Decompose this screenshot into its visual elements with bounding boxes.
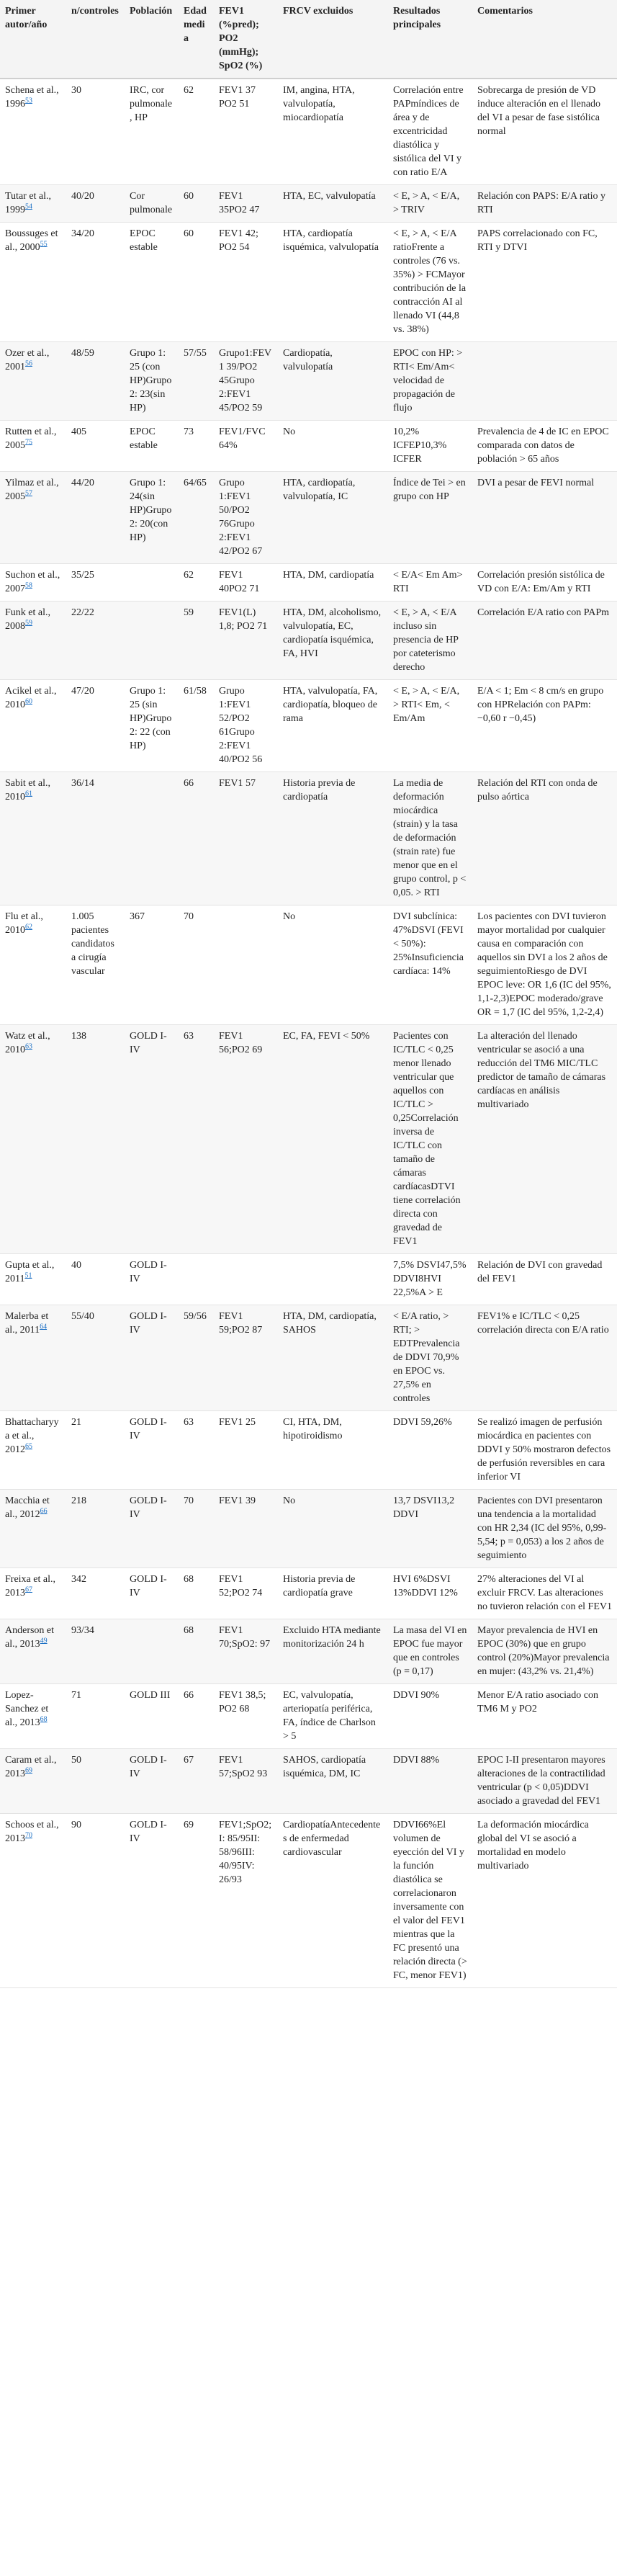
cell-mean-age: 73 xyxy=(179,421,214,472)
author-text: Boussuges et al., 2000 xyxy=(5,228,58,253)
cell-excluded-risk: HTA, cardiopatía isquémica, valvulopatía xyxy=(278,223,388,342)
cell-author xyxy=(0,905,66,1025)
cell-n-controls: 34/20 xyxy=(66,223,125,342)
table-row xyxy=(0,564,617,601)
cell-main-results: 13,7 DSVI13,2 DDVI xyxy=(388,1490,472,1568)
cell-population: 367 xyxy=(125,905,179,1025)
reference-link[interactable]: 69 xyxy=(25,1766,32,1775)
table-row xyxy=(0,1254,617,1305)
cell-author xyxy=(0,1305,66,1411)
cell-n-controls: 342 xyxy=(66,1568,125,1619)
reference-link[interactable]: 64 xyxy=(40,1323,48,1331)
cell-author xyxy=(0,1684,66,1749)
author-text: Funk et al., 2008 xyxy=(5,607,50,632)
cell-author xyxy=(0,1025,66,1254)
reference-link[interactable]: 57 xyxy=(25,489,32,498)
reference-link[interactable]: 56 xyxy=(25,359,32,368)
cell-main-results: Correlación entre PAPmíndices de área y de excentricidad diastólica y sistólica del VI y con ratio E/A xyxy=(388,79,472,185)
cell-population xyxy=(125,564,179,601)
cell-mean-age: 67 xyxy=(179,1749,214,1814)
cell-fev1: FEV1 39 xyxy=(214,1490,278,1568)
cell-n-controls: 405 xyxy=(66,421,125,472)
cell-main-results: Pacientes con IC/TLC < 0,25 menor llenado ventricular que aquellos con IC/TLC > 0,25Correlación inversa de IC/TLC con tamaño de cámaras cardíacasDTVI tiene correlación directa con gravedad de FEV1 xyxy=(388,1025,472,1254)
cell-excluded-risk: HTA, DM, cardiopatía xyxy=(278,564,388,601)
cell-population xyxy=(125,1619,179,1684)
table-row xyxy=(0,772,617,905)
cell-mean-age: 57/55 xyxy=(179,342,214,421)
cell-mean-age: 62 xyxy=(179,79,214,185)
cell-excluded-risk: SAHOS, cardiopatía isquémica, DM, IC xyxy=(278,1749,388,1814)
cell-author xyxy=(0,223,66,342)
cell-comments xyxy=(472,342,617,421)
cell-population: Cor pulmonale xyxy=(125,185,179,223)
table-row xyxy=(0,601,617,680)
cell-excluded-risk: Historia previa de cardiopatía grave xyxy=(278,1568,388,1619)
cell-fev1: FEV1 57;SpO2 93 xyxy=(214,1749,278,1814)
cell-author xyxy=(0,1254,66,1305)
cell-main-results: DDVI 90% xyxy=(388,1684,472,1749)
cell-main-results: HVI 6%DSVI 13%DDVI 12% xyxy=(388,1568,472,1619)
cell-fev1: FEV1;SpO2;I: 85/95II: 58/96III: 40/95IV: 26/93 xyxy=(214,1814,278,1988)
cell-author xyxy=(0,680,66,772)
cell-population: GOLD I-IV xyxy=(125,1411,179,1490)
author-text: Freixa et al., 2013 xyxy=(5,1574,55,1598)
cell-main-results: DVI subclínica: 47%DSVI (FEVI < 50%): 25%Insuficiencia cardíaca: 14% xyxy=(388,905,472,1025)
author-text: Lopez-Sanchez et al., 2013 xyxy=(5,1690,49,1728)
cell-fev1 xyxy=(214,905,278,1025)
header-fev1: FEV1 (%pred); PO2 (mmHg); SpO2 (%) xyxy=(214,0,278,79)
cell-mean-age: 60 xyxy=(179,223,214,342)
cell-excluded-risk: HTA, DM, alcoholismo, valvulopatía, EC, cardiopatía isquémica, FA, HVI xyxy=(278,601,388,680)
cell-n-controls: 47/20 xyxy=(66,680,125,772)
cell-main-results: < E, > A, < E/A, > RTI< Em, < Em/Am xyxy=(388,680,472,772)
cell-fev1: FEV1 40PO2 71 xyxy=(214,564,278,601)
author-text: Gupta et al., 2011 xyxy=(5,1260,55,1284)
author-text: Sabit et al., 2010 xyxy=(5,778,50,802)
table-row xyxy=(0,1619,617,1684)
table-row xyxy=(0,1490,617,1568)
cell-population: GOLD III xyxy=(125,1684,179,1749)
reference-link[interactable]: 65 xyxy=(25,1442,32,1451)
author-text: Anderson et al., 2013 xyxy=(5,1625,55,1650)
cell-fev1: FEV1 56;PO2 69 xyxy=(214,1025,278,1254)
cell-excluded-risk: CI, HTA, DM, hipotiroidismo xyxy=(278,1411,388,1490)
table-row xyxy=(0,1568,617,1619)
cell-comments: EPOC I-II presentaron mayores alteraciones de la contractilidad ventricular (p < 0,05)DDVI asociado a gravedad del FEV1 xyxy=(472,1749,617,1814)
cell-population: EPOC estable xyxy=(125,223,179,342)
cell-comments: PAPS correlacionado con FC, RTI y DTVI xyxy=(472,223,617,342)
cell-comments: E/A < 1; Em < 8 cm/s en grupo con HPRelación con PAPm: −0,60 r −0,45) xyxy=(472,680,617,772)
cell-n-controls: 35/25 xyxy=(66,564,125,601)
cell-fev1: FEV1 57 xyxy=(214,772,278,905)
header-excluded-risk: FRCV excluidos xyxy=(278,0,388,79)
cell-mean-age: 60 xyxy=(179,185,214,223)
cell-mean-age xyxy=(179,1254,214,1305)
cell-excluded-risk: HTA, cardiopatía, valvulopatía, IC xyxy=(278,472,388,564)
cell-fev1: FEV1/FVC 64% xyxy=(214,421,278,472)
header-author: Primer autor/año xyxy=(0,0,66,79)
cell-mean-age: 59 xyxy=(179,601,214,680)
author-text: Bhattacharyya et al., 2012 xyxy=(5,1417,59,1455)
cell-main-results: < E, > A, < E/A ratioFrente a controles (76 vs. 35%) > FCMayor contribución de la contracción AI al llenado VI (44,8 vs. 38%) xyxy=(388,223,472,342)
cell-comments: Correlación E/A ratio con PAPm xyxy=(472,601,617,680)
cell-main-results: DDVI 88% xyxy=(388,1749,472,1814)
author-text: Yilmaz et al., 2005 xyxy=(5,478,59,502)
cell-n-controls: 90 xyxy=(66,1814,125,1988)
cell-population: EPOC estable xyxy=(125,421,179,472)
cell-author xyxy=(0,342,66,421)
cell-excluded-risk: IM, angina, HTA, valvulopatía, miocardiopatía xyxy=(278,79,388,185)
cell-n-controls: 48/59 xyxy=(66,342,125,421)
cell-comments: 27% alteraciones del VI al excluir FRCV. Las alteraciones no tuvieron relación con el FEV1 xyxy=(472,1568,617,1619)
cell-excluded-risk: No xyxy=(278,421,388,472)
header-population: Población xyxy=(125,0,179,79)
cell-author xyxy=(0,564,66,601)
table-row xyxy=(0,905,617,1025)
header-main-results: Resultados principales xyxy=(388,0,472,79)
cell-comments: FEV1% e IC/TLC < 0,25 correlación directa con E/A ratio xyxy=(472,1305,617,1411)
author-text: Flu et al., 2010 xyxy=(5,911,43,936)
cell-comments: Correlación presión sistólica de VD con E/A: Em/Am y RTI xyxy=(472,564,617,601)
cell-excluded-risk: HTA, valvulopatía, FA, cardiopatía, bloqueo de rama xyxy=(278,680,388,772)
cell-author xyxy=(0,772,66,905)
cell-mean-age: 66 xyxy=(179,1684,214,1749)
author-text: Caram et al., 2013 xyxy=(5,1755,57,1779)
reference-link[interactable]: 60 xyxy=(25,697,32,706)
cell-mean-age: 66 xyxy=(179,772,214,905)
reference-link[interactable]: 59 xyxy=(25,619,32,627)
cell-fev1: Grupo1:FEV1 39/PO2 45Grupo 2:FEV1 45/PO2 59 xyxy=(214,342,278,421)
table-row xyxy=(0,1025,617,1254)
cell-mean-age: 63 xyxy=(179,1025,214,1254)
reference-link[interactable]: 75 xyxy=(25,438,32,447)
reference-link[interactable]: 67 xyxy=(25,1586,32,1594)
cell-main-results: DDVI 59,26% xyxy=(388,1411,472,1490)
cell-author xyxy=(0,601,66,680)
table-row xyxy=(0,185,617,223)
cell-n-controls: 1.005 pacientes candidatos a cirugía vascular xyxy=(66,905,125,1025)
cell-n-controls: 21 xyxy=(66,1411,125,1490)
cell-n-controls: 93/34 xyxy=(66,1619,125,1684)
cell-mean-age: 62 xyxy=(179,564,214,601)
author-text: Rutten et al., 2005 xyxy=(5,426,57,451)
reference-link[interactable]: 70 xyxy=(25,1831,32,1840)
table-header xyxy=(0,0,617,79)
cell-main-results: 10,2% ICFEP10,3% ICFER xyxy=(388,421,472,472)
table-row xyxy=(0,1749,617,1814)
cell-comments: Se realizó imagen de perfusión miocárdica en pacientes con DDVI y 50% mostraron defectos de perfusión reversibles en cara inferior VI xyxy=(472,1411,617,1490)
cell-population: GOLD I-IV xyxy=(125,1305,179,1411)
header-mean-age: Edad media xyxy=(179,0,214,79)
cell-excluded-risk: No xyxy=(278,1490,388,1568)
cell-author xyxy=(0,1619,66,1684)
table-row xyxy=(0,79,617,185)
cell-fev1: FEV1 37 PO2 51 xyxy=(214,79,278,185)
cell-population: GOLD I-IV xyxy=(125,1749,179,1814)
cell-excluded-risk: HTA, EC, valvulopatía xyxy=(278,185,388,223)
cell-n-controls: 22/22 xyxy=(66,601,125,680)
cell-main-results: La masa del VI en EPOC fue mayor que en controles (p = 0,17) xyxy=(388,1619,472,1684)
author-text: Watz et al., 2010 xyxy=(5,1031,50,1055)
cell-fev1: Grupo 1:FEV1 52/PO2 61Grupo 2:FEV1 40/PO2 56 xyxy=(214,680,278,772)
cell-main-results: DDVI66%El volumen de eyección del VI y la función diastólica se correlacionaron inversamente con el valor del FEV1 mientras que la FC presentó una relación directa (> FC, menor FEV1) xyxy=(388,1814,472,1988)
cell-n-controls: 40/20 xyxy=(66,185,125,223)
cell-author xyxy=(0,185,66,223)
author-text: Malerba et al., 2011 xyxy=(5,1311,49,1336)
cell-fev1: FEV1 52;PO2 74 xyxy=(214,1568,278,1619)
cell-population: GOLD I-IV xyxy=(125,1814,179,1988)
reference-link[interactable]: 54 xyxy=(25,202,32,211)
table-row xyxy=(0,421,617,472)
cell-comments: Prevalencia de 4 de IC en EPOC comparada con datos de población > 65 años xyxy=(472,421,617,472)
cell-comments: Relación de DVI con gravedad del FEV1 xyxy=(472,1254,617,1305)
cell-comments: La alteración del llenado ventricular se asoció a una reducción del TM6 MIC/TLC predictor de tamaño de cámaras cardíacas en análisis multivariado xyxy=(472,1025,617,1254)
cell-main-results: < E/A ratio, > RTI; > EDTPrevalencia de DDVI 70,9% en EPOC vs. 27,5% en controles xyxy=(388,1305,472,1411)
cell-population: IRC, cor pulmonale, HP xyxy=(125,79,179,185)
cell-main-results: La media de deformación miocárdica (strain) y la tasa de deformación (strain rate) fue menor que en el grupo control, p < 0,05. > RTI xyxy=(388,772,472,905)
cell-fev1: Grupo 1:FEV1 50/PO2 76Grupo 2:FEV1 42/PO2 67 xyxy=(214,472,278,564)
author-text: Schena et al., 1996 xyxy=(5,85,59,109)
cell-comments: Sobrecarga de presión de VD induce alteración en el llenado del VI a pesar de fase sistólica normal xyxy=(472,79,617,185)
cell-excluded-risk: Excluido HTA mediante monitorización 24 h xyxy=(278,1619,388,1684)
reference-link[interactable]: 51 xyxy=(24,1271,32,1280)
author-text: Schoos et al., 2013 xyxy=(5,1820,59,1844)
cell-main-results: < E, > A, < E/A incluso sin presencia de HP por cateterismo derecho xyxy=(388,601,472,680)
table-row xyxy=(0,472,617,564)
table-row xyxy=(0,223,617,342)
cell-population: Grupo 1: 24(sin HP)Grupo 2: 20(con HP) xyxy=(125,472,179,564)
reference-link[interactable]: 66 xyxy=(40,1507,48,1516)
cell-author xyxy=(0,1411,66,1490)
cell-main-results: < E/A< Em Am> RTI xyxy=(388,564,472,601)
reference-link[interactable]: 49 xyxy=(40,1637,48,1645)
cell-excluded-risk: CardiopatíaAntecedentes de enfermedad cardiovascular xyxy=(278,1814,388,1988)
cell-population: GOLD I-IV xyxy=(125,1568,179,1619)
author-text: Acikel et al., 2010 xyxy=(5,686,57,710)
cell-excluded-risk: EC, valvulopatía, arteriopatía periférica, FA, índice de Charlson > 5 xyxy=(278,1684,388,1749)
author-text: Tutar et al., 1999 xyxy=(5,191,52,215)
table-row xyxy=(0,1684,617,1749)
cell-population: Grupo 1: 25 (sin HP)Grupo 2: 22 (con HP) xyxy=(125,680,179,772)
cell-n-controls: 55/40 xyxy=(66,1305,125,1411)
cell-author xyxy=(0,472,66,564)
table-row xyxy=(0,1305,617,1411)
cell-population: GOLD I-IV xyxy=(125,1254,179,1305)
cell-main-results: Índice de Tei > en grupo con HP xyxy=(388,472,472,564)
cell-main-results: < E, > A, < E/A, > TRIV xyxy=(388,185,472,223)
cell-fev1: FEV1 42; PO2 54 xyxy=(214,223,278,342)
cell-excluded-risk xyxy=(278,1254,388,1305)
cell-mean-age: 61/58 xyxy=(179,680,214,772)
table-row xyxy=(0,342,617,421)
cell-comments: Relación con PAPS: E/A ratio y RTI xyxy=(472,185,617,223)
reference-link[interactable]: 63 xyxy=(25,1042,32,1051)
cell-mean-age: 68 xyxy=(179,1568,214,1619)
cell-fev1 xyxy=(214,1254,278,1305)
cell-n-controls: 44/20 xyxy=(66,472,125,564)
cell-population: Grupo 1: 25 (con HP)Grupo 2: 23(sin HP) xyxy=(125,342,179,421)
cell-fev1: FEV1 25 xyxy=(214,1411,278,1490)
cell-comments: Mayor prevalencia de HVI en EPOC (30%) que en grupo control (20%)Mayor prevalencia en mujer: (43,2% vs. 21,4%) xyxy=(472,1619,617,1684)
reference-link[interactable]: 61 xyxy=(25,790,32,798)
cell-excluded-risk: No xyxy=(278,905,388,1025)
header-n-controls: n/controles xyxy=(66,0,125,79)
reference-link[interactable]: 55 xyxy=(40,240,48,249)
cell-mean-age: 69 xyxy=(179,1814,214,1988)
cell-n-controls: 40 xyxy=(66,1254,125,1305)
reference-link[interactable]: 53 xyxy=(25,97,32,105)
cell-fev1: FEV1 35PO2 47 xyxy=(214,185,278,223)
table-row xyxy=(0,1814,617,1988)
cell-n-controls: 218 xyxy=(66,1490,125,1568)
cell-fev1: FEV1 59;PO2 87 xyxy=(214,1305,278,1411)
cell-excluded-risk: Historia previa de cardiopatía xyxy=(278,772,388,905)
table-row xyxy=(0,1411,617,1490)
table-body xyxy=(0,79,617,1988)
cell-n-controls: 71 xyxy=(66,1684,125,1749)
cell-mean-age: 63 xyxy=(179,1411,214,1490)
cell-author xyxy=(0,421,66,472)
cell-author xyxy=(0,1490,66,1568)
author-text: Ozer et al., 2001 xyxy=(5,348,50,372)
reference-link[interactable]: 58 xyxy=(25,581,32,590)
cell-population xyxy=(125,601,179,680)
cell-n-controls: 36/14 xyxy=(66,772,125,905)
cell-fev1: FEV1(L) 1,8; PO2 71 xyxy=(214,601,278,680)
cell-comments: Menor E/A ratio asociado con TM6 M y PO2 xyxy=(472,1684,617,1749)
author-text: Suchon et al., 2007 xyxy=(5,570,60,594)
cell-n-controls: 50 xyxy=(66,1749,125,1814)
cell-main-results: EPOC con HP: > RTI< Em/Am< velocidad de propagación de flujo xyxy=(388,342,472,421)
cell-population: GOLD I-IV xyxy=(125,1025,179,1254)
cell-population: GOLD I-IV xyxy=(125,1490,179,1568)
cell-mean-age: 70 xyxy=(179,905,214,1025)
author-text: Macchia et al., 2012 xyxy=(5,1495,50,1520)
table-row xyxy=(0,680,617,772)
cell-population xyxy=(125,772,179,905)
cell-excluded-risk: HTA, DM, cardiopatía, SAHOS xyxy=(278,1305,388,1411)
cell-comments: Los pacientes con DVI tuvieron mayor mortalidad por cualquier causa en comparación con aquellos sin DVI a los 2 años de seguimientoRiesgo de DVI EPOC leve: OR 1,6 (IC del 95%, 1,1-2,3)EPOC moderado/grave OR = 1,7 (IC del 95%, 1,2-2,4) xyxy=(472,905,617,1025)
cell-main-results: 7,5% DSVI47,5% DDVI8HVI 22,5%A > E xyxy=(388,1254,472,1305)
cell-comments: Pacientes con DVI presentaron una tendencia a la mortalidad con HR 2,34 (IC del 95%, 0,99-5,54; p = 0,053) a los 2 años de seguimiento xyxy=(472,1490,617,1568)
cell-fev1: FEV1 38,5; PO2 68 xyxy=(214,1684,278,1749)
cell-author xyxy=(0,1568,66,1619)
cell-mean-age: 59/56 xyxy=(179,1305,214,1411)
cell-comments: Relación del RTI con onda de pulso aórtica xyxy=(472,772,617,905)
cell-n-controls: 138 xyxy=(66,1025,125,1254)
cell-comments: DVI a pesar de FEVI normal xyxy=(472,472,617,564)
reference-link[interactable]: 62 xyxy=(25,923,32,931)
cell-excluded-risk: EC, FA, FEVI < 50% xyxy=(278,1025,388,1254)
cell-fev1: FEV1 70;SpO2: 97 xyxy=(214,1619,278,1684)
cell-author xyxy=(0,1749,66,1814)
cell-author xyxy=(0,1814,66,1988)
cell-mean-age: 64/65 xyxy=(179,472,214,564)
cell-mean-age: 68 xyxy=(179,1619,214,1684)
cell-author xyxy=(0,79,66,185)
header-comments: Comentarios xyxy=(472,0,617,79)
cell-n-controls: 30 xyxy=(66,79,125,185)
reference-link[interactable]: 68 xyxy=(40,1715,48,1724)
cell-mean-age: 70 xyxy=(179,1490,214,1568)
cell-comments: La deformación miocárdica global del VI se asoció a mortalidad en modelo multivariado xyxy=(472,1814,617,1988)
cell-excluded-risk: Cardiopatía, valvulopatía xyxy=(278,342,388,421)
